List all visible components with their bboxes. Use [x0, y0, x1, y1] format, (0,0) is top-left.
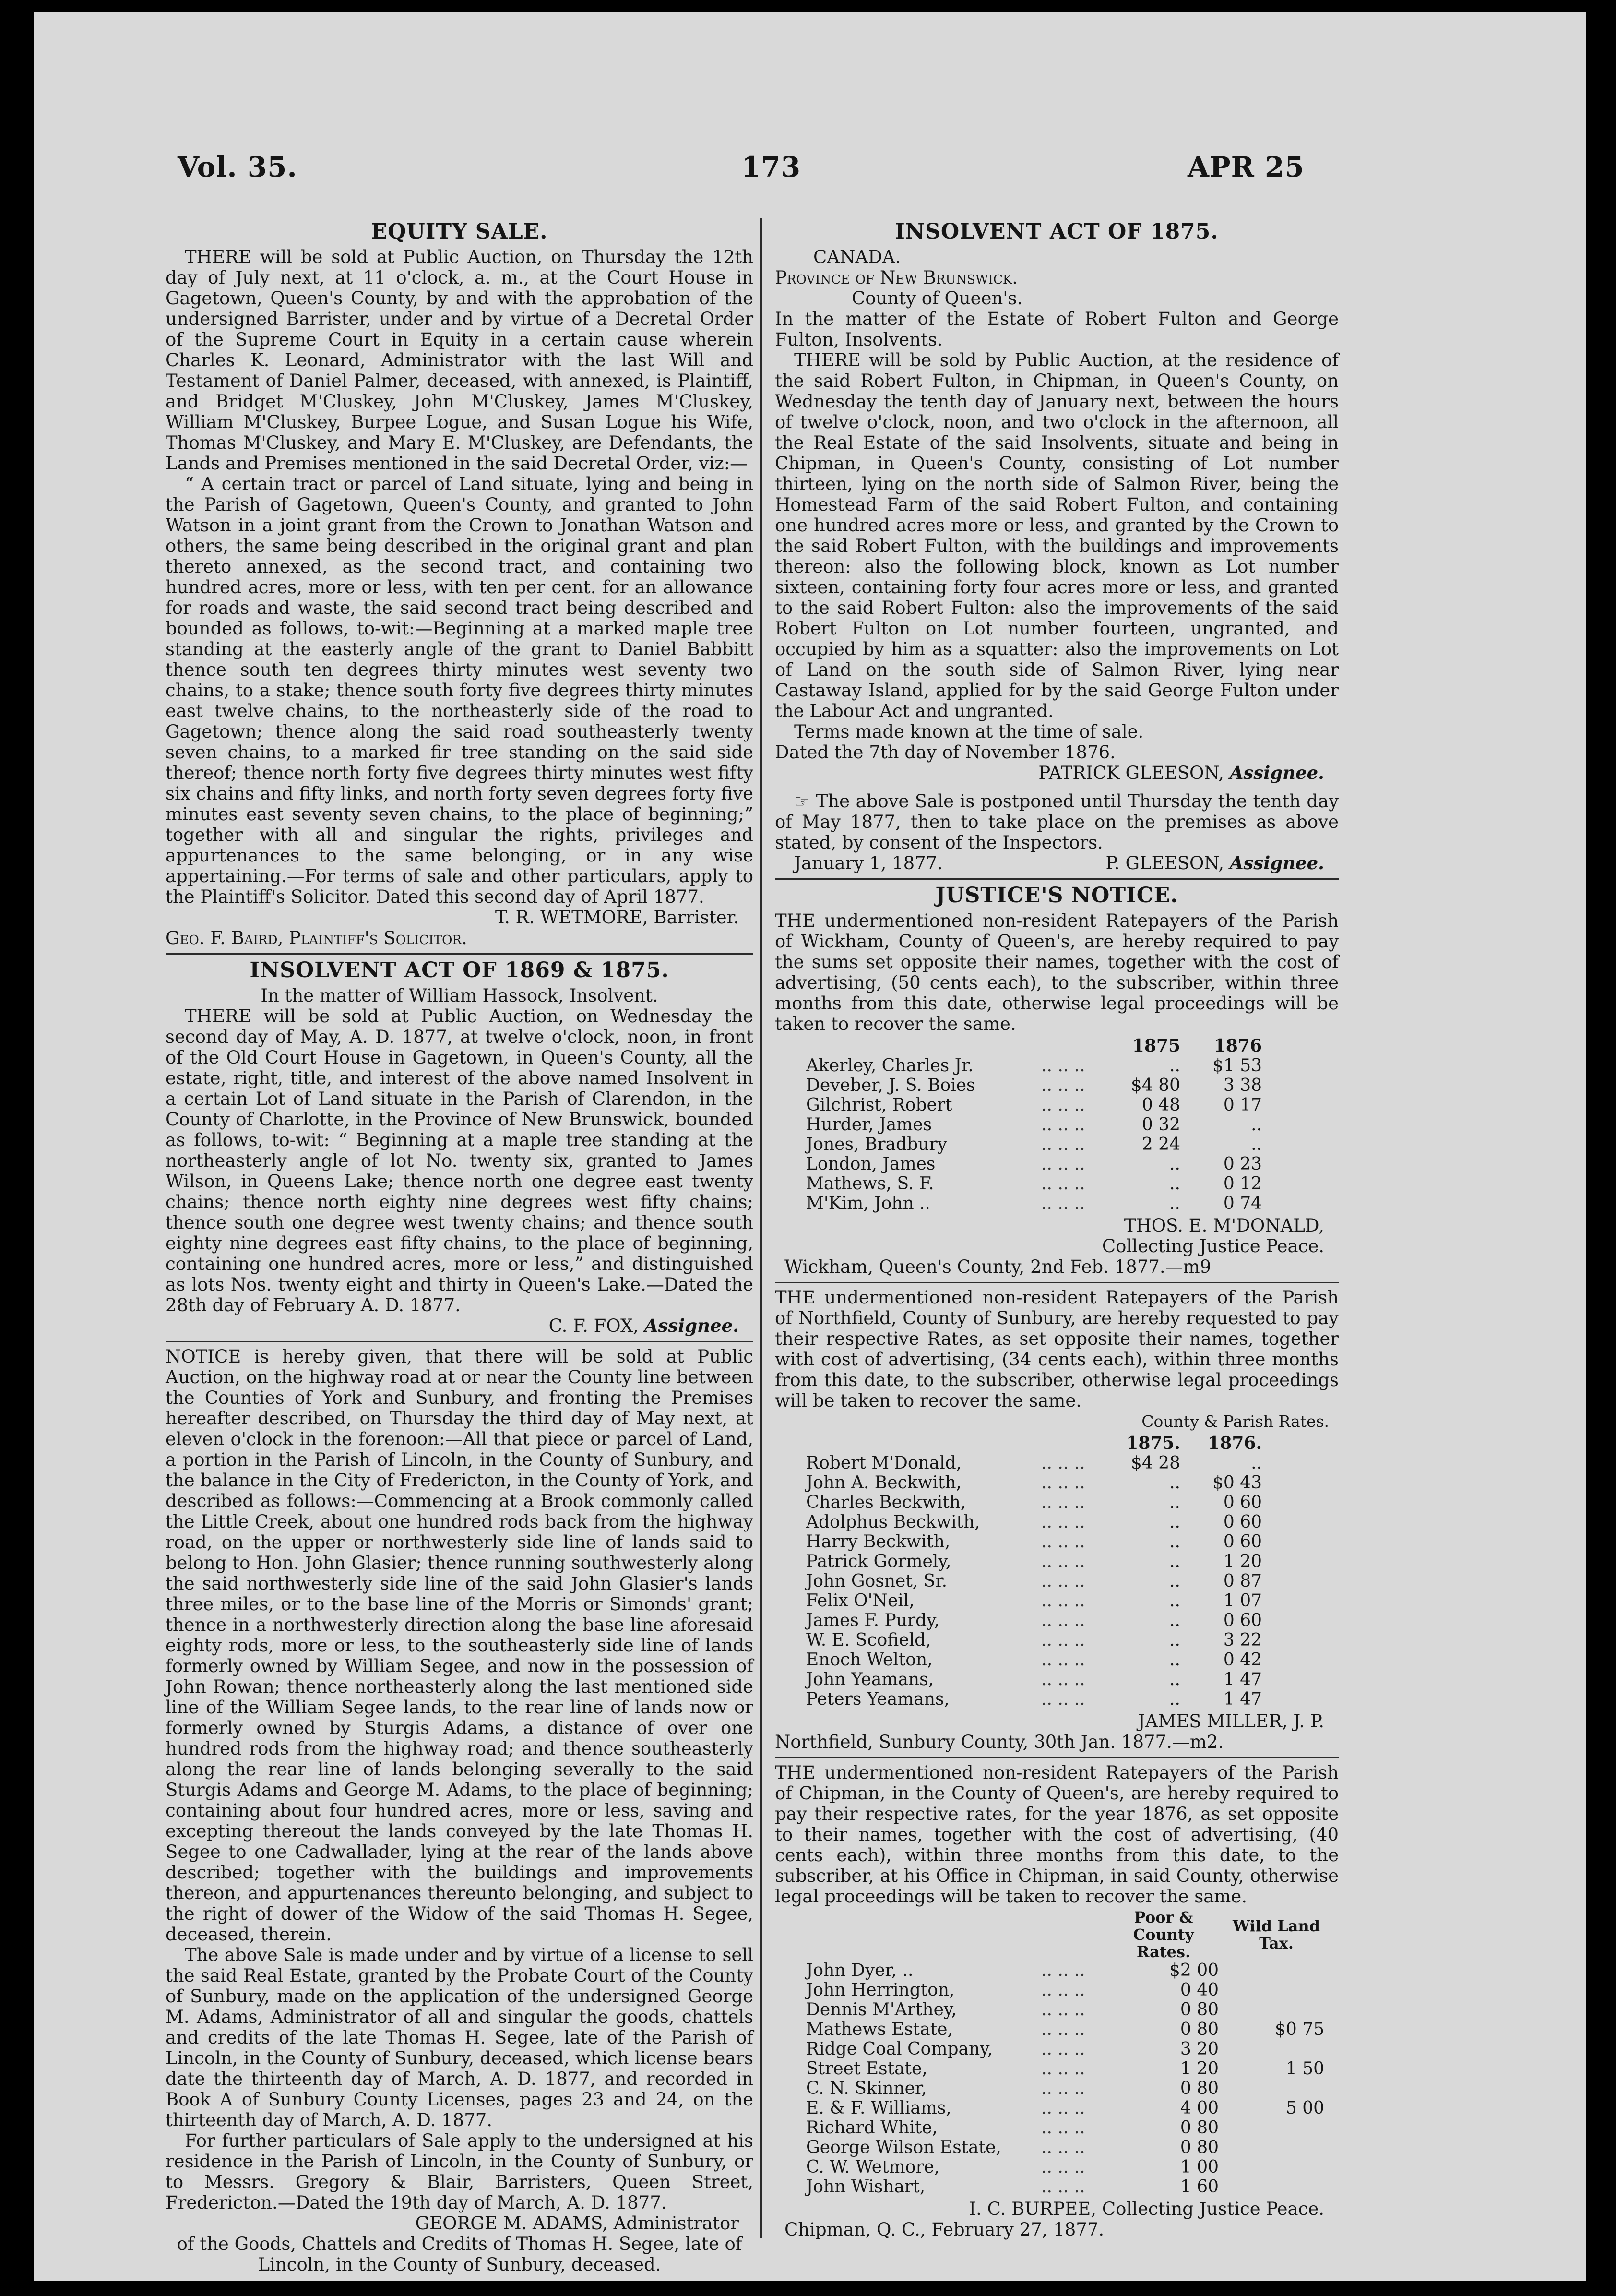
justice-notice: [775, 884, 1339, 1277]
justice-notice-role: Collecting Justice Peace.: [1102, 1236, 1324, 1256]
leader-dots: .. .. ..: [1041, 1135, 1085, 1154]
rate-value: $4 28: [1130, 1453, 1180, 1473]
rate-value: [1224, 1961, 1329, 1980]
table-row: [801, 1174, 1267, 1194]
table-row: [801, 1154, 1267, 1174]
ratepayer-name: Mathews, S. F.: [806, 1174, 934, 1194]
rate-value: 0 48: [1141, 1095, 1180, 1115]
northfield-rates-heading: County & Parish Rates.: [1141, 1412, 1329, 1431]
leader-dots: .. .. ..: [1041, 1630, 1085, 1650]
table-row: [801, 1571, 1267, 1591]
rate-value: 0 80: [1180, 2118, 1219, 2138]
insolvent-1869-title: INSOLVENT ACT OF 1869 & 1875.: [250, 958, 669, 982]
rate-value: 1 20: [1180, 2059, 1219, 2079]
left-column: [166, 218, 753, 2275]
leader-dots: .. .. ..: [1041, 1076, 1085, 1095]
rate-value: $1 53: [1212, 1056, 1262, 1076]
rate-value: 0 80: [1180, 2020, 1219, 2039]
rate-value: 0 17: [1223, 1095, 1262, 1115]
rate-value: ..: [1169, 1532, 1180, 1552]
table-row: [801, 1552, 1267, 1571]
table-row: [801, 1135, 1267, 1154]
equity-sale-solicitor: Geo. F. Baird, Plaintiff's Solicitor.: [166, 928, 467, 948]
table-row: [801, 1611, 1267, 1630]
rate-value: 0 60: [1223, 1532, 1262, 1552]
rate-value: 3 20: [1180, 2039, 1219, 2059]
rate-value: 0 74: [1223, 1194, 1262, 1213]
equity-sale-notice: [166, 220, 753, 948]
rate-value: ..: [1169, 1552, 1180, 1571]
leader-dots: .. .. ..: [1041, 2039, 1085, 2059]
column-header: 1875.: [1126, 1433, 1180, 1453]
leader-dots: .. .. ..: [1041, 1194, 1085, 1213]
ratepayer-name: Charles Beckwith,: [806, 1493, 966, 1512]
insolvent-1869-subtitle: In the matter of William Hassock, Insolvent.: [261, 985, 658, 1006]
table-row: [801, 1961, 1329, 1980]
page-number: 173: [741, 151, 801, 183]
ratepayer-name: John Herrington,: [806, 1980, 955, 2000]
leader-dots: .. .. ..: [1041, 2020, 1085, 2039]
ratepayer-name: John A. Beckwith,: [806, 1473, 962, 1493]
rate-value: 1 47: [1223, 1670, 1262, 1689]
table-row: [801, 2020, 1329, 2039]
chipman-notice: [775, 1762, 1339, 2240]
leader-dots: .. .. ..: [1041, 2079, 1085, 2098]
rate-value: ..: [1169, 1194, 1180, 1213]
ratepayer-name: Street Estate,: [806, 2059, 927, 2079]
ratepayer-name: Peters Yeamans,: [806, 1689, 950, 1709]
justice-notice-place: Wickham, Queen's County, 2nd Feb. 1877.—m9: [784, 1256, 1212, 1277]
rate-value: 0 60: [1223, 1611, 1262, 1630]
sale-notice-license: The above Sale is made under and by virtue of a license to sell the said Real Estate, granted by the Probate Court of the County of Sunbury, made on the application of the undersigned George M. Adams, Administrator of all and singular the goods, chattels and credits of the late Thomas H. Segee, late of the Parish of Lincoln, in the County of Sunbury, deceased, which license bears date the thirteenth day of March, A. D. 1877, and recorded in Book A of Sunbury County Licenses, pages 23 and 24, on the thirteenth day of March, A. D. 1877.: [166, 1945, 753, 2130]
rate-value: 5 00: [1285, 2098, 1324, 2118]
ratepayer-name: Gilchrist, Robert: [806, 1095, 952, 1115]
insolvent-1869-signature: C. F. FOX, Assignee.: [548, 1315, 739, 1336]
table-row: [801, 2039, 1329, 2059]
sale-notice: [166, 1346, 753, 2275]
ratepayer-name: Enoch Welton,: [806, 1650, 933, 1670]
table-row: [801, 2177, 1329, 2197]
column-header: Wild Land Tax.: [1232, 1917, 1320, 1952]
rate-value: 0 80: [1180, 2079, 1219, 2098]
rate-value: [1224, 2039, 1329, 2059]
ratepayer-name: John Wishart,: [806, 2177, 926, 2197]
ratepayer-name: Akerley, Charles Jr.: [806, 1056, 974, 1076]
ratepayer-name: London, James: [806, 1154, 936, 1174]
rate-value: ..: [1169, 1689, 1180, 1709]
rate-value: 1 07: [1223, 1591, 1262, 1611]
leader-dots: .. .. ..: [1041, 2118, 1085, 2138]
leader-dots: .. .. ..: [1041, 1980, 1085, 2000]
newspaper-page: [34, 12, 1586, 2281]
section-divider: [775, 1282, 1339, 1283]
ratepayer-name: John Gosnet, Sr.: [806, 1571, 948, 1591]
rate-value: 0 87: [1223, 1571, 1262, 1591]
insolvent-1875-notice: [775, 220, 1339, 873]
rate-value: $2 00: [1169, 1961, 1219, 1980]
insolvent-1875-body: THERE will be sold by Public Auction, at the residence of the said Robert Fulton, in Chipman, in Queen's County, on Wednesday the tenth day of January next, between the hours of twelve o'clock, noon, and two o'clock in the afternoon, all the Real Estate of the said Insolvents, situate and being in Chipman, in Queen's County, consisting of Lot number thirteen, lying on the north side of Salmon River, being the Homestead Farm of the said Robert Fulton, and containing one hundred acres more or less, and granted by the Crown to the said Robert Fulton, with the buildings and improvements thereon: also the following block, known as Lot number sixteen, containing forty four acres more or less, and granted to the said Robert Fulton: also the improvements of the said Robert Fulton on Lot number fourteen, ungranted, and occupied by him as a squatter: also the improvements on Lot of Land on the south side of Salmon River, lying near Castaway Island, applied for by the said George Fulton under the Labour Act and ungranted.: [775, 350, 1339, 721]
table-row: [801, 1095, 1267, 1115]
insolvent-1875-dated: Dated the 7th day of November 1876.: [775, 742, 1116, 763]
ratepayer-name: Hurder, James: [806, 1115, 932, 1135]
insolvent-1875-signature: PATRICK GLEESON, Assignee.: [1038, 762, 1324, 783]
rate-value: 4 00: [1180, 2098, 1219, 2118]
column-header: 1876: [1213, 1036, 1262, 1056]
table-row: [801, 1591, 1267, 1611]
rate-value: ..: [1169, 1056, 1180, 1076]
leader-dots: .. .. ..: [1041, 2098, 1085, 2118]
leader-dots: .. .. ..: [1041, 1453, 1085, 1473]
table-row: [801, 2157, 1329, 2177]
northfield-rates-table: [801, 1434, 1267, 1709]
ratepayer-name: Richard White,: [806, 2118, 938, 2138]
table-row: [801, 1493, 1267, 1512]
rate-value: 3 22: [1223, 1630, 1262, 1650]
rate-value: [1224, 2079, 1329, 2098]
leader-dots: .. .. ..: [1041, 1961, 1085, 1980]
equity-sale-title: EQUITY SALE.: [371, 219, 548, 244]
table-row: [801, 2059, 1329, 2079]
rate-value: ..: [1169, 1650, 1180, 1670]
rate-value: 0 12: [1223, 1174, 1262, 1194]
ratepayer-name: Robert M'Donald,: [806, 1453, 962, 1473]
table-row: [801, 1115, 1267, 1135]
leader-dots: .. .. ..: [1041, 1154, 1085, 1174]
rate-value: 1 20: [1223, 1552, 1262, 1571]
rate-value: ..: [1169, 1611, 1180, 1630]
ratepayer-name: Patrick Gormely,: [806, 1552, 951, 1571]
wickham-rates-table: [801, 1036, 1267, 1213]
justice-notice-title: JUSTICE'S NOTICE.: [935, 883, 1178, 908]
table-row: [801, 1076, 1267, 1095]
section-divider: [166, 953, 753, 955]
rate-value: ..: [1169, 1473, 1180, 1493]
ratepayer-name: Mathews Estate,: [806, 2020, 953, 2039]
section-divider: [166, 1341, 753, 1342]
ratepayer-name: Jones, Bradbury: [806, 1135, 947, 1154]
issue-date: APR 25: [1188, 151, 1305, 183]
ratepayer-name: Felix O'Neil,: [806, 1591, 915, 1611]
rate-value: ..: [1169, 1591, 1180, 1611]
leader-dots: .. .. ..: [1041, 1174, 1085, 1194]
rate-value: 0 80: [1180, 2000, 1219, 2020]
table-row: [801, 1630, 1267, 1650]
leader-dots: .. .. ..: [1041, 1532, 1085, 1552]
table-row: [801, 2098, 1329, 2118]
insolvent-1875-title: INSOLVENT ACT OF 1875.: [895, 219, 1219, 244]
table-row: [801, 1980, 1329, 2000]
ratepayer-name: John Dyer, ..: [806, 1961, 914, 1980]
ratepayer-name: James F. Purdy,: [806, 1611, 940, 1630]
rate-value: 0 42: [1223, 1650, 1262, 1670]
rate-value: ..: [1169, 1174, 1180, 1194]
rate-value: ..: [1251, 1115, 1262, 1135]
table-row: [801, 1473, 1267, 1493]
rate-value: 1 50: [1285, 2059, 1324, 2079]
caption-county: County of Queen's.: [852, 288, 1023, 309]
rate-value: [1224, 2177, 1329, 2197]
table-row: [801, 2000, 1329, 2020]
northfield-notice-body: THE undermentioned non-resident Ratepayers of the Parish of Northfield, County of Sunbury, are hereby requested to pay their respective Rates, as set opposite their names, together with cost of advertising, (34 cents each), within three months from this date, to the subscriber, otherwise legal proceedings will be taken to recover the same.: [775, 1287, 1339, 1411]
table-row: [801, 1670, 1267, 1689]
northfield-place: Northfield, Sunbury County, 30th Jan. 1877.—m2.: [775, 1732, 1224, 1752]
leader-dots: .. .. ..: [1041, 1611, 1085, 1630]
ratepayer-name: John Yeamans,: [806, 1670, 934, 1689]
leader-dots: .. .. ..: [1041, 2138, 1085, 2157]
leader-dots: .. .. ..: [1041, 1056, 1085, 1076]
table-row: [801, 1453, 1267, 1473]
equity-sale-signature: T. R. WETMORE, Barrister.: [495, 907, 739, 928]
northfield-notice: [775, 1287, 1339, 1752]
column-header: 1876.: [1208, 1433, 1262, 1453]
ratepayer-name: Adolphus Beckwith,: [806, 1512, 980, 1532]
table-row: [801, 2079, 1329, 2098]
rate-value: 2 24: [1141, 1135, 1180, 1154]
equity-sale-body: THERE will be sold at Public Auction, on Thursday the 12th day of July next, at 11 o'clock, a. m., at the Court House in Gagetown, Queen's County, by and with the approbation of the undersigned Barrister, under and by virtue of a Decretal Order of the Supreme Court in Equity in a certain cause wherein Charles K. Leonard, Administrator with the last Will and Testament of Daniel Palmer, deceased, with annexed, is Plaintiff, and Bridget M'Cluskey, John M'Cluskey, James M'Cluskey, William M'Cluskey, Burpee Logue, and Susan Logue his Wife, Thomas M'Cluskey, and Mary E. M'Cluskey, are Defendants, the Lands and Premises mentioned in the said Decretal Order, viz:—: [166, 247, 753, 474]
ratepayer-name: George Wilson Estate,: [806, 2138, 1001, 2157]
rate-value: ..: [1169, 1512, 1180, 1532]
rate-value: 0 80: [1180, 2138, 1219, 2157]
leader-dots: .. .. ..: [1041, 1095, 1085, 1115]
table-row: [801, 1689, 1267, 1709]
ratepayer-name: W. E. Scofield,: [806, 1630, 931, 1650]
caption-province: Province of New Brunswick.: [775, 267, 1018, 288]
postponement-signature-line: January 1, 1877. P. GLEESON, Assignee.: [794, 852, 1324, 873]
sale-notice-signature-detail: of the Goods, Chattels and Credits of Thomas H. Segee, late of Lincoln, in the County of Sunbury, deceased.: [177, 2234, 742, 2275]
rate-value: $0 75: [1274, 2020, 1324, 2039]
rate-value: [1224, 2000, 1329, 2020]
rate-value: [1224, 1980, 1329, 2000]
rate-value: [1224, 2138, 1329, 2157]
rate-value: 0 40: [1180, 1980, 1219, 2000]
rate-value: 0 60: [1223, 1512, 1262, 1532]
rate-value: [1224, 2157, 1329, 2177]
leader-dots: .. .. ..: [1041, 1571, 1085, 1591]
table-row: [801, 1056, 1267, 1076]
caption-canada: CANADA.: [813, 247, 901, 267]
rate-value: 3 38: [1223, 1076, 1262, 1095]
ratepayer-name: C. N. Skinner,: [806, 2079, 927, 2098]
ratepayer-name: M'Kim, John ..: [806, 1194, 930, 1213]
leader-dots: .. .. ..: [1041, 1512, 1085, 1532]
leader-dots: .. .. ..: [1041, 1473, 1085, 1493]
rate-value: ..: [1169, 1630, 1180, 1650]
leader-dots: .. .. ..: [1041, 1689, 1085, 1709]
postponement-notice: ☞ The above Sale is postponed until Thursday the tenth day of May 1877, then to take place on the premises as above stated, by consent of the Inspectors.: [775, 791, 1339, 853]
volume-number: Vol. 35.: [178, 151, 297, 183]
chipman-notice-body: THE undermentioned non-resident Ratepayers of the Parish of Chipman, in the County of Queen's, are hereby required to pay their respective rates, for the year 1876, as set opposite to their names, together with the cost of advertising, (40 cents each), within three months from this date, to the subscriber, at his Office in Chipman, in said County, otherwise legal proceedings will be taken to recover the same.: [775, 1762, 1339, 1907]
chipman-signature: I. C. BURPEE, Collecting Justice Peace.: [969, 2199, 1324, 2219]
leader-dots: .. .. ..: [1041, 1493, 1085, 1512]
equity-sale-description: “ A certain tract or parcel of Land situate, lying and being in the Parish of Gagetown, Queen's County, and granted to John Watson in a joint grant from the Crown to Jonathan Watson and others, the same being described in the original grant and plan thereto annexed, as the second tract, and containing two hundred acres, more or less, with ten per cent. for an allowance for roads and waste, the said second tract being described and bounded as follows, to-wit:—Beginning at a marked maple tree standing at the easterly angle of the grant to Daniel Babbitt thence south ten degrees thirty minutes west seventy two chains, to a stake; thence south forty five degrees thirty minutes east twelve chains, to the northeasterly side of the road to Gagetown; thence along the said road southeasterly twenty seven chains, to a marked fir tree standing on the said side thereof; thence north forty five degrees thirty minutes west fifty six chains and fifty links, and north forty seven degrees forty five minutes east seventy seven chains, to the place of beginning;” together with all and singular the rights, privileges and appurtenances to the same belonging, or in any wise appertaining.—For terms of sale and other particulars, apply to the Plaintiff's Solicitor. Dated this second day of April 1877.: [166, 474, 753, 907]
leader-dots: .. .. ..: [1041, 1591, 1085, 1611]
table-row: [801, 2138, 1329, 2157]
chipman-rates-table: [801, 1909, 1329, 2197]
ratepayer-name: C. W. Wetmore,: [806, 2157, 940, 2177]
leader-dots: .. .. ..: [1041, 1552, 1085, 1571]
rate-value: ..: [1251, 1135, 1262, 1154]
rate-value: ..: [1169, 1154, 1180, 1174]
column-divider: [760, 218, 762, 2238]
ratepayer-name: Deveber, J. S. Boies: [806, 1076, 975, 1095]
table-row: [801, 1650, 1267, 1670]
sale-notice-particulars: For further particulars of Sale apply to the undersigned at his residence in the Parish of Lincoln, in the County of Sunbury, or to Messrs. Gregory & Blair, Barristers, Queen Street, Fredericton.—Dated the 19th day of March, A. D. 1877.: [166, 2130, 753, 2213]
justice-notice-body: THE undermentioned non-resident Ratepayers of the Parish of Wickham, County of Queen's, are hereby required to pay the sums set opposite their names, together with the cost of advertising, (50 cents each), to the subscriber, within three months from this date, otherwise legal proceedings will be taken to recover the same.: [775, 910, 1339, 1034]
table-row: [801, 1194, 1267, 1213]
insolvent-1869-notice: [166, 958, 753, 1336]
ratepayer-name: Harry Beckwith,: [806, 1532, 951, 1552]
leader-dots: .. .. ..: [1041, 1670, 1085, 1689]
rate-value: ..: [1251, 1453, 1262, 1473]
ratepayer-name: E. & F. Williams,: [806, 2098, 951, 2118]
rate-value: 0 32: [1141, 1115, 1180, 1135]
rate-value: 0 23: [1223, 1154, 1262, 1174]
rate-value: $4 80: [1130, 1076, 1180, 1095]
leader-dots: .. .. ..: [1041, 2157, 1085, 2177]
insolvent-1875-matter: In the matter of the Estate of Robert Fulton and George Fulton, Insolvents.: [775, 309, 1339, 350]
rate-value: ..: [1169, 1571, 1180, 1591]
chipman-place: Chipman, Q. C., February 27, 1877.: [784, 2219, 1105, 2240]
rate-value: [1224, 2118, 1329, 2138]
sale-notice-body: NOTICE is hereby given, that there will be sold at Public Auction, on the highway road at or near the County line between the Counties of York and Sunbury, and fronting the Premises hereafter described, on Thursday the third day of May next, at eleven o'clock in the forenoon:—All that piece or parcel of Land, a portion in the Parish of Lincoln, in the County of Sunbury, and the balance in the City of Fredericton, in the County of York, and described as follows:—Commencing at a Brook commonly called the Little Creek, about one hundred rods back from the highway road, on the upper or northwesterly side line of lands said to belong to Hon. John Glasier; thence running southwesterly along the said northwesterly side line of the said John Glasier's lands three miles, or to the base line of the Morris or Simonds' grant; thence in a northwesterly direction along the base line aforesaid eighty rods, more or less, to the southeasterly side line of lands formerly owned by William Segee, and now in the possession of John Rowan; thence northeasterly along the last mentioned side line of the William Segee lands, to the rear line of lands now or formerly owned by Sturgis Adams, a distance of over one hundred rods from the highway road; and thence southeasterly along the rear line of lands belonging severally to the said Sturgis Adams and George M. Adams, to the place of beginning; containing about four hundred acres, more or less, saving and excepting thereout the lands conveyed by the late Thomas H. Segee to one Cadwallader, lying at the rear of the lands above described; together with the buildings and improvements thereon, and appurtenances thereunto belonging, and subject to the right of dower of the Widow of the said Thomas H. Segee, deceased, therein.: [166, 1346, 753, 1945]
rate-value: 1 00: [1180, 2157, 1219, 2177]
northfield-signature: JAMES MILLER, J. P.: [1138, 1711, 1324, 1732]
rate-value: 0 60: [1223, 1493, 1262, 1512]
leader-dots: .. .. ..: [1041, 2000, 1085, 2020]
leader-dots: .. .. ..: [1041, 1115, 1085, 1135]
rate-value: ..: [1169, 1670, 1180, 1689]
leader-dots: .. .. ..: [1041, 2059, 1085, 2079]
table-row: [801, 1532, 1267, 1552]
section-divider: [775, 1757, 1339, 1758]
column-header: Poor & County Rates.: [1133, 1908, 1194, 1961]
rate-value: 1 60: [1180, 2177, 1219, 2197]
sale-notice-signature: GEORGE M. ADAMS, Administrator: [415, 2213, 739, 2234]
rate-value: $0 43: [1212, 1473, 1262, 1493]
column-header: 1875: [1132, 1036, 1180, 1056]
ratepayer-name: Ridge Coal Company,: [806, 2039, 993, 2059]
section-divider: [775, 878, 1339, 880]
right-column: [775, 218, 1339, 2240]
rate-value: ..: [1169, 1493, 1180, 1512]
insolvent-1869-body: THERE will be sold at Public Auction, on Wednesday the second day of May, A. D. 1877, at twelve o'clock, noon, in front of the Old Court House in Gagetown, in Queen's County, all the estate, right, title, and interest of the above named Insolvent in a certain Lot of Land situate in the Parish of Clarendon, in the County of Charlotte, in the Province of New Brunswick, bounded as follows, to-wit: “ Beginning at a maple tree standing at the northeasterly angle of lot No. twenty six, granted to James Wilson, in Queens Lake; thence north one degree east twenty chains; thence north eighty nine degrees west fifty chains; thence south one degree west twenty chains; and thence south eighty nine degrees east fifty chains, to the place of beginning, containing one hundred acres, more or less,” and distinguished as lots Nos. twenty eight and thirty in Queen's Lake.—Dated the 28th day of February A. D. 1877.: [166, 1006, 753, 1315]
table-row: [801, 1512, 1267, 1532]
leader-dots: .. .. ..: [1041, 1650, 1085, 1670]
insolvent-1875-terms: Terms made known at the time of sale.: [794, 721, 1144, 742]
rate-value: 1 47: [1223, 1689, 1262, 1709]
table-row: [801, 2118, 1329, 2138]
leader-dots: .. .. ..: [1041, 2177, 1085, 2197]
ratepayer-name: Dennis M'Arthey,: [806, 2000, 957, 2020]
justice-notice-signature: THOS. E. M'DONALD,: [1124, 1215, 1324, 1236]
